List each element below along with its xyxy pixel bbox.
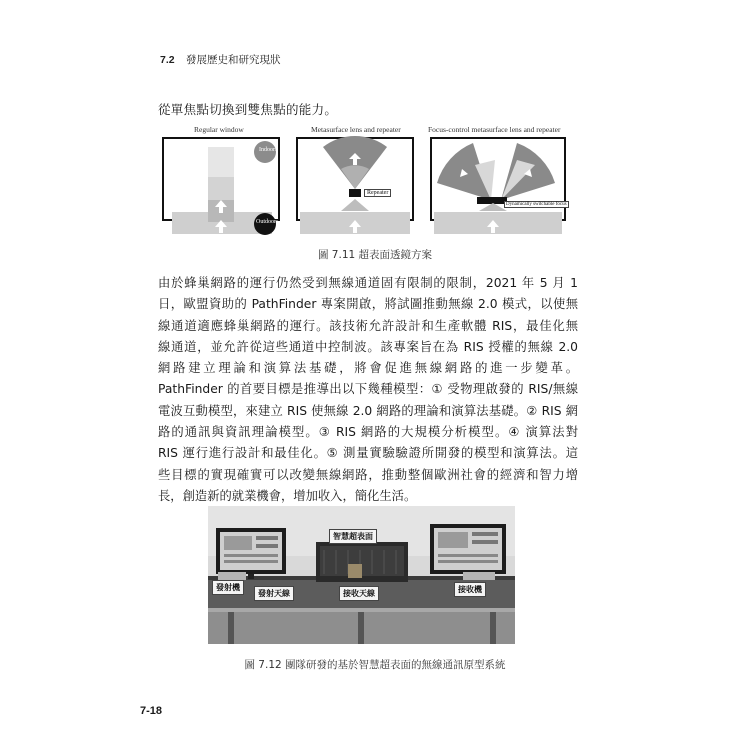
paragraph-line: 線通道，並允許從這些通道中控制波。該專案旨在為 RIS 授權的無線 2.0 [158,339,578,354]
paragraph-line: 由於蜂巢網路的運行仍然受到無線通道固有限制的限制，2021 年 5 月 1 [158,276,578,290]
paragraph-line: 長，創造新的就業機會，增加收入，簡化生活。 [158,488,417,503]
repeater-label: Repeater [364,189,391,197]
section-number: 7.2 [160,54,175,66]
outdoors-label: Outdoors [256,219,279,225]
running-header [160,52,280,67]
page-number: 7-18 [140,705,163,717]
transmitter-label: 發射機 [212,580,244,595]
figure-7-11-diagram [155,125,570,240]
paragraph-line: RIS 運行進行設計和最佳化。⑤ 測量實驗驗證所開發的模型和演算法。這 [158,446,578,461]
paragraph-line: 日，歐盟資助的 PathFinder 專案開啟，將試圖推動無線 2.0 模式，以使無 [158,297,578,312]
rx-antenna-label: 接收天線 [339,586,379,601]
figure-7-11 [155,125,570,240]
panel-title-regular-window: Regular window [194,125,244,134]
receiver-label: 接收機 [454,582,486,597]
intro-line: 從單焦點切換到雙焦點的能力。 [158,102,338,117]
switchable-focus-label: Dynamically switchable focus [506,202,567,207]
panel-focus-control [431,138,565,234]
smart-surface-label: 智慧超表面 [329,529,377,544]
paragraph-line: PathFinder 的首要目標是推導出以下幾種模型：① 受物理啟發的 RIS/無線 [158,382,578,397]
prototype-photo-illustration [208,506,515,644]
tx-antenna-label: 發射天線 [254,586,294,601]
body-paragraph [158,273,578,507]
panel-title-focus-control: Focus-control metasurface lens and repeater [428,125,561,134]
figure-7-12-caption: 圖 7.12 團隊研發的基於智慧超表面的無線通訊原型系統 [244,659,506,671]
paragraph-line: 些目標的實現確實可以改變無線網路，推動整個歐洲社會的經濟和智力增 [158,467,578,482]
indoors-label: Indoors [259,147,278,153]
paragraph-line: 線通道適應蜂巢網路的運行。該技術允許設計和生產軟體 RIS，最佳化無 [158,318,578,333]
paragraph-line: 路的通訊與資訊理論模型。③ RIS 網路的大規模分析模型。④ 演算法對 [158,425,578,440]
section-title: 發展歷史和研究現狀 [185,54,281,66]
panel-metasurface-lens [297,136,413,234]
figure-7-11-caption: 圖 7.11 超表面透鏡方案 [317,249,433,261]
figure-7-12-photo [208,506,515,644]
panel-title-metasurface-lens: Metasurface lens and repeater [311,125,401,134]
paragraph-line: 網路建立理論和演算法基礎，將會促進無線網路的進一步變革。 [158,361,578,376]
paragraph-line: 電波互動模型，來建立 RIS 使無線 2.0 網路的理論和演算法基礎。② RIS 網 [158,403,578,418]
